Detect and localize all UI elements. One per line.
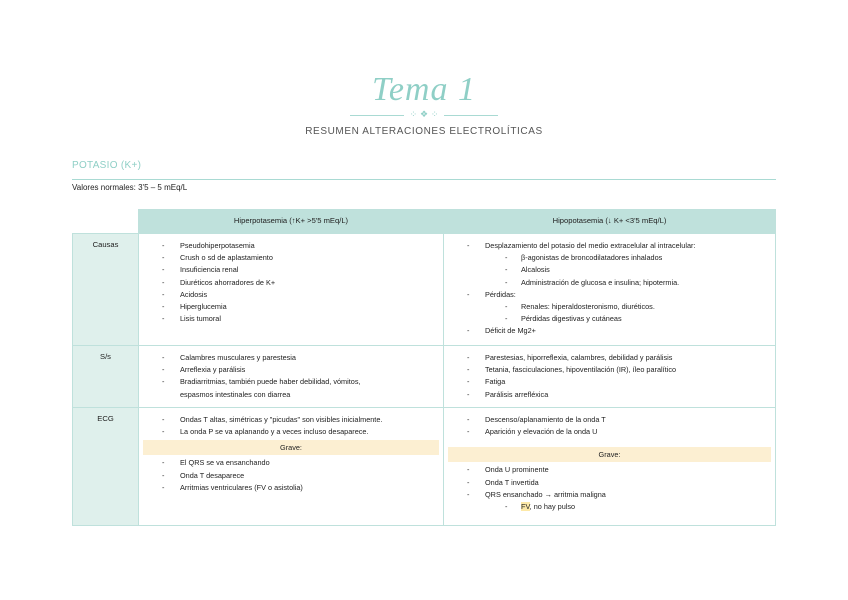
list-ecg-hiper-initial — [143, 414, 439, 438]
list-item: - Calambres musculares y parestesia — [143, 352, 439, 364]
list-item: - Hiperglucemia — [143, 301, 439, 313]
row-label-ecg: ECG — [73, 408, 139, 526]
grave-banner: Grave: — [448, 447, 771, 462]
cell-causas-hiper — [139, 234, 444, 346]
list-subitem — [448, 501, 771, 513]
ornament-glyph: ⁘ ❖ ⁘ — [409, 110, 439, 120]
list-item-continuation: espasmos intestinales con diarrea — [180, 389, 291, 399]
list-item: - Aparición y elevación de la onda U — [448, 426, 771, 438]
list-item: - Parálisis arrefléxica — [448, 389, 771, 401]
highlighted-term: FV — [521, 502, 530, 512]
list-item: - Lisis tumoral — [143, 313, 439, 325]
list-subitem: - Alcalosis — [448, 264, 771, 276]
list-item: - Bradiarritmias, también puede haber debilidad, vómitos, — [143, 376, 439, 388]
list-subitem: - Pérdidas digestivas y cutáneas — [448, 313, 771, 325]
cell-ss-hipo — [444, 346, 776, 408]
list-item: - Diuréticos ahorradores de K+ — [143, 277, 439, 289]
list-item: - Acidosis — [143, 289, 439, 301]
subitem-text: , no hay pulso — [529, 502, 576, 512]
cell-causas-hipo — [444, 234, 776, 346]
list-item: - Fatiga — [448, 376, 771, 388]
list-item: - Arreflexia y parálisis — [143, 364, 439, 376]
list-ss-hipo — [448, 352, 771, 401]
table-row-ss — [73, 346, 776, 408]
list-item: - Crush o sd de aplastamiento — [143, 252, 439, 264]
row-label-causas: Causas — [73, 234, 139, 346]
header-blank-cell — [73, 210, 139, 234]
list-item: - Descenso/aplanamiento de la onda T — [448, 414, 771, 426]
grave-banner: Grave: — [143, 440, 439, 455]
table-row-ecg — [73, 408, 776, 526]
row-label-ss: S/s — [73, 346, 139, 408]
section-title: POTASIO (K+) — [72, 160, 142, 171]
list-ecg-hipo-grave — [448, 464, 771, 513]
list-item: - Ondas T altas, simétricas y "picudas" son visibles inicialmente. — [143, 414, 439, 426]
potassium-table — [72, 209, 776, 526]
list-ecg-hiper-grave — [143, 457, 439, 494]
list-ss-hiper — [143, 352, 439, 401]
list-causas-hipo — [448, 240, 771, 338]
cell-ecg-hipo — [444, 408, 776, 526]
list-item: - El QRS se va ensanchando — [143, 457, 439, 469]
list-item: - Parestesias, hiporreflexia, calambres, debilidad y parálisis — [448, 352, 771, 364]
page-subtitle: RESUMEN ALTERACIONES ELECTROLÍTICAS — [305, 126, 543, 137]
list-subitem: - Renales: hiperaldosteronismo, diuréticos. — [448, 301, 771, 313]
list-item: - Arritmias ventriculares (FV o asistolia) — [143, 482, 439, 494]
list-item: - QRS ensanchado → arritmia maligna — [448, 489, 771, 501]
list-subitem: - β-agonistas de broncodilatadores inhalados — [448, 252, 771, 264]
list-subitem: - Administración de glucosa e insulina; hipotermia. — [448, 277, 771, 289]
list-item: - Onda T desaparece — [143, 470, 439, 482]
column-header-hipopotasemia: Hipopotasemia (↓ K+ <3'5 mEq/L) — [444, 210, 776, 234]
column-header-hiperpotasemia: Hiperpotasemia (↑K+ >5'5 mEq/L) — [139, 210, 444, 234]
section-divider — [72, 179, 776, 180]
page-title: Tema 1 — [372, 71, 476, 108]
normal-values: Valores normales: 3'5 – 5 mEq/L — [72, 183, 188, 192]
list-ecg-hipo-initial — [448, 414, 771, 438]
ornament-line-left — [350, 115, 404, 116]
list-item: - Onda T invertida — [448, 477, 771, 489]
list-item: - Insuficiencia renal — [143, 264, 439, 276]
title-ornament — [0, 108, 848, 122]
table-row-causas — [73, 234, 776, 346]
list-item: - Déficit de Mg2+ — [448, 325, 771, 337]
cell-ss-hiper — [139, 346, 444, 408]
list-causas-hiper — [143, 240, 439, 325]
list-item: - Pérdidas: — [448, 289, 771, 301]
list-item: - Onda U prominente — [448, 464, 771, 476]
cell-ecg-hiper — [139, 408, 444, 526]
list-item: - Desplazamiento del potasio del medio extracelular al intracelular: — [448, 240, 771, 252]
list-item: - Pseudohiperpotasemia — [143, 240, 439, 252]
list-item: - La onda P se va aplanando y a veces incluso desaparece. — [143, 426, 439, 438]
table-header-row — [73, 210, 776, 234]
ornament-line-right — [444, 115, 498, 116]
list-item: - Tetania, fasciculaciones, hipoventilación (IR), íleo paralítico — [448, 364, 771, 376]
